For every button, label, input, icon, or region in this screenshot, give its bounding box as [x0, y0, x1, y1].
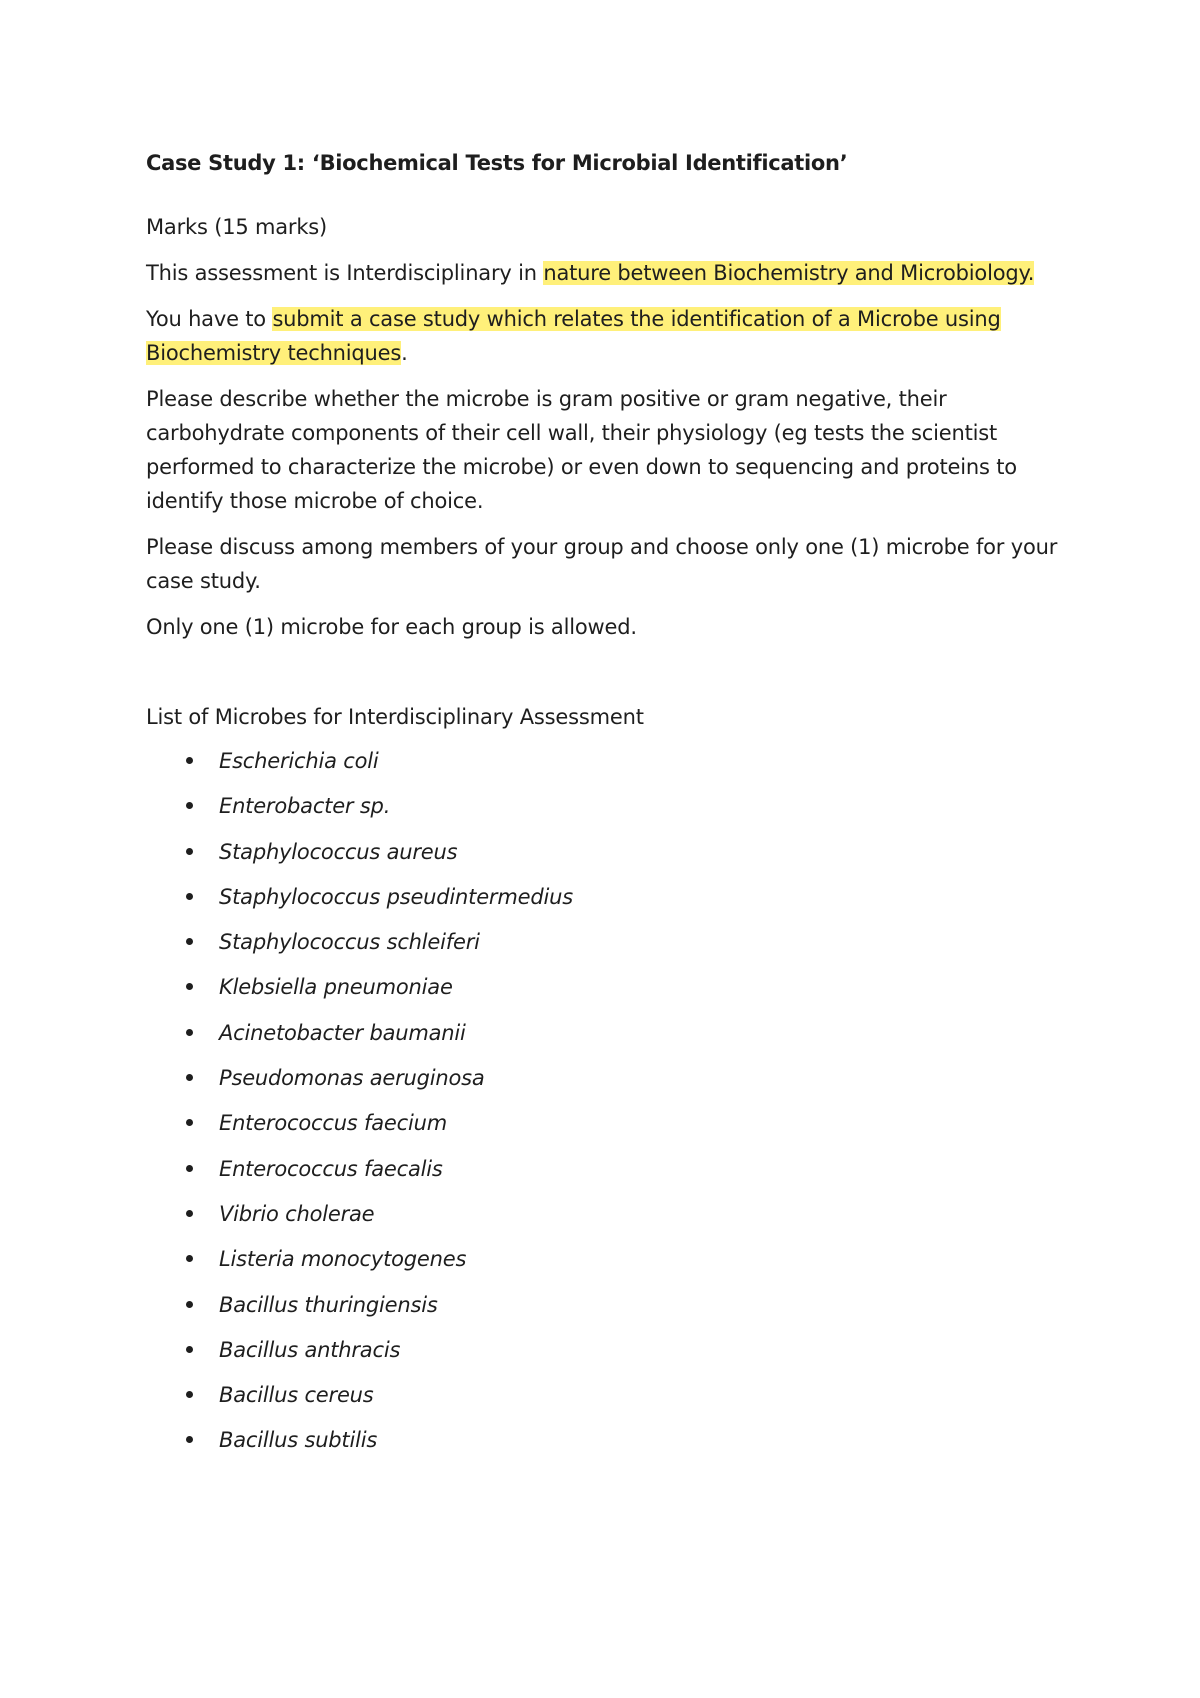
list-item [146, 1288, 1076, 1333]
bullet-icon [186, 848, 193, 855]
list-item [146, 835, 1076, 880]
paragraph-text: This assessment is Interdisciplinary in [146, 261, 544, 285]
list-item [146, 1016, 1076, 1061]
microbe-name: Vibrio cholerae [219, 1201, 375, 1226]
bullet-icon [186, 938, 193, 945]
list-item [146, 1197, 1076, 1242]
microbe-name: Bacillus cereus [219, 1383, 374, 1408]
list-item [146, 1242, 1076, 1287]
microbe-list [146, 744, 1076, 1469]
paragraph-text: . [401, 341, 408, 365]
list-item [146, 1152, 1076, 1197]
microbe-name: Staphylococcus aureus [219, 839, 458, 864]
bullet-icon [186, 1301, 193, 1308]
list-item [146, 925, 1076, 970]
microbe-name: Listeria monocytogenes [219, 1247, 467, 1272]
list-item [146, 1106, 1076, 1151]
document-content [146, 146, 1076, 1469]
paragraph-interdisciplinary [146, 256, 1076, 290]
microbe-name: Pseudomonas aeruginosa [219, 1066, 485, 1091]
bullet-icon [186, 1165, 193, 1172]
paragraph-discuss: Please discuss among members of your group and choose only one (1) microbe for your case study. [146, 535, 1058, 593]
list-item [146, 744, 1076, 789]
highlighted-text: nature between Biochemistry and Microbiology. [543, 261, 1035, 285]
case-study-title: Case Study 1: ‘Biochemical Tests for Microbial Identification’ [146, 151, 848, 175]
microbe-name: Klebsiella pneumoniae [219, 975, 453, 1000]
bullet-icon [186, 983, 193, 990]
microbe-name: Staphylococcus schleiferi [219, 930, 480, 955]
microbe-name: Enterobacter sp. [219, 794, 391, 819]
paragraph-only-one: Only one (1) microbe for each group is allowed. [146, 615, 637, 639]
bullet-icon [186, 893, 193, 900]
bullet-icon [186, 1210, 193, 1217]
bullet-icon [186, 757, 193, 764]
paragraph-describe: Please describe whether the microbe is gram positive or gram negative, their carbohydrate components of their cell wall, their physiology (eg tests the scientist performed to characterize the microbe) or even down to sequencing and proteins to identify those microbe of choice. [146, 387, 1017, 513]
microbe-name: Bacillus subtilis [219, 1428, 378, 1453]
microbe-name: Enterococcus faecalis [219, 1156, 443, 1181]
list-item [146, 1061, 1076, 1106]
microbe-name: Bacillus anthracis [219, 1337, 401, 1362]
bullet-icon [186, 1436, 193, 1443]
list-item [146, 1378, 1076, 1423]
bullet-icon [186, 1346, 193, 1353]
list-item [146, 880, 1076, 925]
bullet-icon [186, 1029, 193, 1036]
microbe-name: Acinetobacter baumanii [219, 1020, 466, 1045]
microbe-list-heading: List of Microbes for Interdisciplinary Assessment [146, 705, 644, 729]
microbe-name: Enterococcus faecium [219, 1111, 447, 1136]
paragraph-submit [146, 302, 1076, 370]
list-item [146, 970, 1076, 1015]
microbe-name: Staphylococcus pseudintermedius [219, 884, 573, 909]
paragraph-text: You have to [146, 307, 273, 331]
microbe-name: Bacillus thuringiensis [219, 1292, 438, 1317]
list-item [146, 789, 1076, 834]
highlighted-text: submit a case study which relates the identification of a Microbe using Biochemistry techniques [146, 307, 1001, 365]
bullet-icon [186, 1255, 193, 1262]
bullet-icon [186, 802, 193, 809]
list-item [146, 1333, 1076, 1378]
bullet-icon [186, 1119, 193, 1126]
bullet-icon [186, 1074, 193, 1081]
microbe-name: Escherichia coli [219, 749, 379, 773]
bullet-icon [186, 1391, 193, 1398]
list-item [146, 1423, 1076, 1468]
marks-text: Marks (15 marks) [146, 215, 328, 239]
